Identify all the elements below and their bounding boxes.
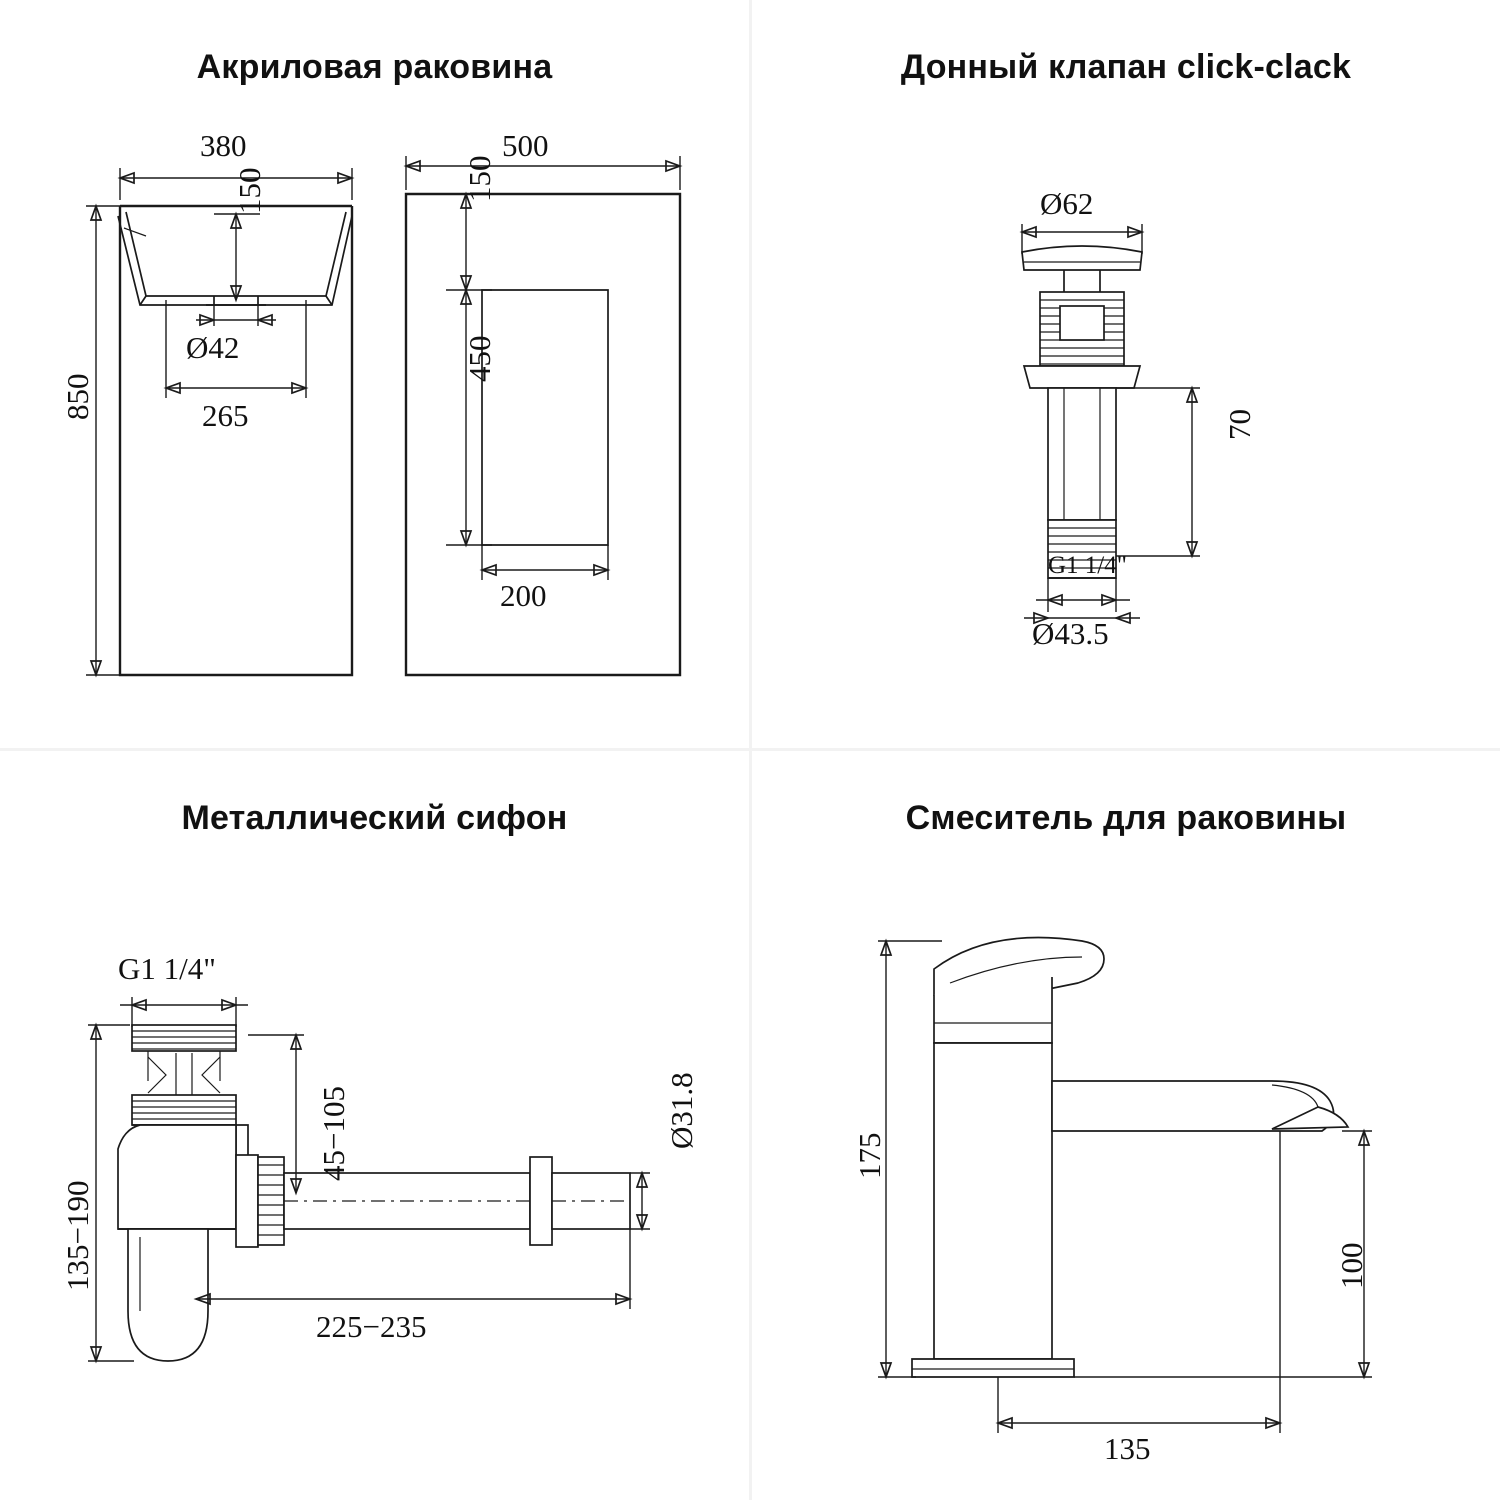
siphon-dim-outlet-height-range: 45−105 [316, 1086, 351, 1181]
valve-dim-flange-diameter: Ø43.5 [1032, 616, 1109, 651]
sink-dim-drain-diameter: Ø42 [186, 330, 240, 365]
panel-mixer-title: Смеситель для раковины [905, 799, 1347, 837]
sink-dim-side-depth: 500 [502, 128, 549, 163]
mixer-dim-total-height: 175 [852, 1132, 887, 1179]
click-clack-drawing [752, 0, 1500, 748]
sink-dim-side-body-height: 450 [462, 335, 497, 382]
siphon-dim-pipe-diameter: Ø31.8 [664, 1072, 699, 1149]
valve-dim-thread-length: 70 [1222, 409, 1257, 440]
panel-click-clack [752, 0, 1500, 748]
sink-dim-front-width: 380 [200, 128, 247, 163]
panel-siphon-title: Металлический сифон [181, 799, 568, 837]
panel-sink [0, 0, 749, 748]
sink-dim-side-top: 150 [462, 155, 497, 202]
panel-sink-title: Акриловая раковина [196, 48, 553, 86]
valve-dim-thread-size: G1 1/4" [1048, 552, 1127, 579]
sink-dim-side-body-width: 200 [500, 578, 547, 613]
siphon-dim-pipe-length-range: 225−235 [316, 1309, 427, 1344]
siphon-dim-height-range: 135−190 [60, 1180, 95, 1291]
panel-mixer [752, 751, 1500, 1500]
sink-dim-total-height: 850 [60, 373, 95, 420]
mixer-dim-spout-reach: 135 [1104, 1431, 1151, 1466]
mixer-drawing [752, 751, 1500, 1500]
mixer-dim-spout-height: 100 [1334, 1242, 1369, 1289]
sink-drawing [0, 0, 749, 748]
siphon-dim-top-thread: G1 1/4" [118, 951, 216, 986]
sink-dim-bowl-inner-width: 265 [202, 398, 249, 433]
siphon-drawing [0, 751, 749, 1500]
panel-siphon [0, 751, 749, 1500]
panel-click-clack-title: Донный клапан click-clack [900, 48, 1352, 86]
sink-dim-bowl-depth: 150 [232, 167, 267, 214]
valve-dim-cap-diameter: Ø62 [1040, 186, 1094, 221]
